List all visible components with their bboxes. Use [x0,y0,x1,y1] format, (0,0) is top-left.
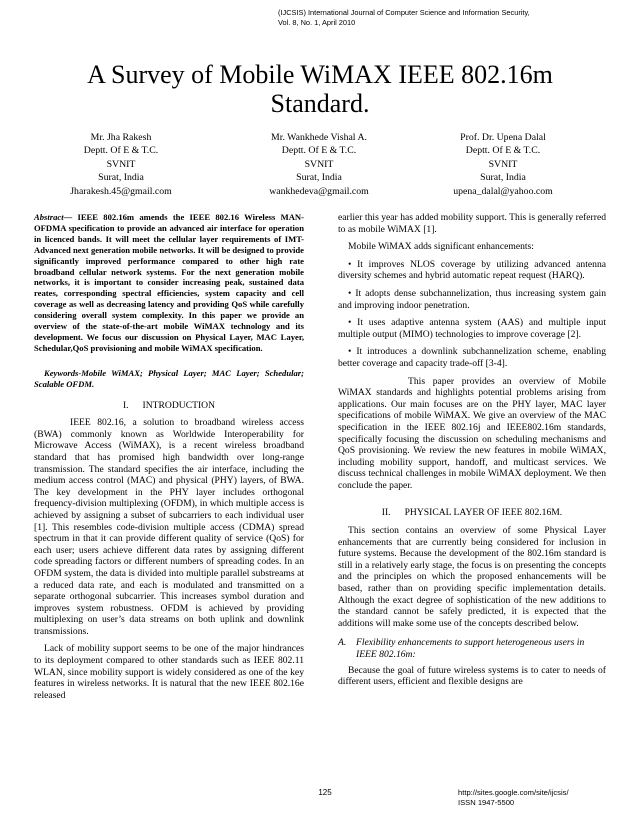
intro-paragraph-4: This paper provides an overview of Mobile WiMAX standards and highlights potential problems arising from applications. Our main focuses are on the PHY layer, MAC layer specifications of mobile WiMAX. We give an overview of the MAC specification in the IEEE 802.16j and IEEE802.16m standards, specifically focusing the discussion on scheduling mechanisms and QoS provisioning. We review the new features in mobile WiMAX, including mobility support, handoff, and multicast services. We discuss technical challenges in mobile WiMAX deployment. We then conclude the paper. [338,375,606,491]
section-number: II. [381,507,391,519]
section-title: INTRODUCTION [142,399,216,411]
author-email: upena_dalal@yahoo.com [453,185,553,197]
section-heading-introduction [34,400,304,412]
section-number: I. [122,399,129,411]
author-block-2 [224,131,414,198]
author-dept: Deptt. Of E & T.C. [83,145,159,157]
keywords: Keywords-Mobile WiMAX; Physical Layer; MAC Layer; Schedular; Scalable OFDM. [34,367,304,389]
paper-title-line2: Standard. [270,89,370,118]
author-city: Surat, India [98,172,144,184]
running-header [278,8,618,28]
list-item: • It adopts dense subchannelization, thus increasing system gain and improving indoor penetration. [338,287,606,311]
author-block-3 [408,131,598,198]
subsection-heading [338,637,606,660]
author-dept: Deptt. Of E & T.C. [281,145,357,157]
page-number: 125 [318,788,332,797]
left-column [34,212,304,707]
footer-issn: ISSN 1947-5500 [458,798,515,807]
list-item: • It introduces a downlink subchannelization scheme, enabling better coverage and capacity trade-off [3-4]. [338,346,606,369]
author-institute: SVNIT [106,158,136,170]
intro-paragraph-2-continued: earlier this year has added mobility support. This is generally referred to as mobile WiMAX [1]. [338,212,606,235]
author-city: Surat, India [296,172,342,184]
list-item: • It improves NLOS coverage by utilizing advanced antenna diversity schemes and hybrid automatic repeat request (HARQ). [338,258,606,282]
author-dept: Deptt. Of E & T.C. [465,145,541,157]
journal-volume: Vol. 8, No. 1, April 2010 [278,18,356,27]
footer-info [458,788,628,808]
author-name: Prof. Dr. Upena Dalal [460,132,546,143]
intro-paragraph-1: IEEE 802.16, a solution to broadband wireless access (BWA) commonly known as Worldwide Interoperability for Microwave Access (WiMAX), is a recent wireless broadband standard that has promised high bandwidth over long-range transmission. The standard specifies the air interface, including the medium access control (MAC) and physical (PHY) layers, of BWA. The key development in the PHY layer includes orthogonal frequency-division multiplexing (OFDM), in which multiple access is achieved by assigning a subset of subcarriers to each individual user [1]. This resembles code-division multiple access (CDMA) spread spectrum in that it can provide different quality of service (QoS) for each user; users achieve different data rates by assigning different code spreading factors or different numbers of spreading codes. In an OFDM system, the data is divided into multiple parallel substreams at a reduced data rate, and each is modulated and transmitted on a separate orthogonal subcarrier. This increases symbol duration and improves system robustness. OFDM is achieved by providing multiplexing on user’s data streams on both uplink and downlink transmissions. [34,417,304,637]
subsection-title: Flexibility enhancements to support heterogeneous users in IEEE 802.16m: [356,637,585,660]
abstract [34,212,304,354]
abstract-lead: Abstract— [34,212,73,222]
author-institute: SVNIT [304,158,334,170]
intro-paragraph-3: Mobile WiMAX adds significant enhancements: [348,241,534,253]
author-city: Surat, India [480,172,526,184]
paper-title-line1: A Survey of Mobile WiMAX IEEE 802.16m [87,60,553,89]
phy-paragraph-1: This section contains an overview of some Physical Layer enhancements that are currently being considered for inclusion in future systems. Because the development of the 802.16m standard is still in a relatively early stage, the focus is on presenting the concepts and the principles on which the proposed enhancements will be based, rather than on providing specific implementation details. Although the exact degree of sophistication of the new additions to the standard cannot be safely predicted, it is expected that the additions will make some use of the concepts described below. [338,525,606,629]
list-item: • It uses adaptive antenna system (AAS) and multiple input multiple output (MIMO) technologies to improve coverage [2]. [338,317,606,340]
section-title: PHYSICAL LAYER OF IEEE 802.16M. [404,507,563,519]
phy-paragraph-2: Because the goal of future wireless systems is to cater to needs of different users, efficient and flexible designs are [338,664,606,688]
author-name: Mr. Wankhede Vishal A. [271,132,367,143]
author-block-1 [26,131,216,198]
author-email: wankhedeva@gmail.com [269,185,369,197]
paper-title [40,60,600,118]
journal-name: (IJCSIS) International Journal of Computer Science and Information Security, [278,8,530,17]
section-heading-physical-layer [338,507,606,519]
abstract-text: IEEE 802.16m amends the IEEE 802.16 Wireless MAN-OFDMA specification to provide an advanced air interface for operation in licenced bands. It will meet the cellular layer requirements of IMT-Advanced next generation mobile networks. It will be designed to provide significantly improved performance compared to other high rate broadband cellular network systems. For the next generation mobile networks, it is important to consider increasing peak, sustained data reates, corresponding spectral efficiencies, system capacity and cell coverage as well as decreasing latency and providing QoS while carefully considering overall system complexity. In this paper we provide an overview of the state-of-the-art mobile WiMAX technology and its development. We focus our discussion on Physical Layer, MAC Layer, Schedular,QoS provisioning and mobile WiMAX specification. [34,212,304,353]
author-name: Mr. Jha Rakesh [90,132,152,143]
intro-paragraph-2: Lack of mobility support seems to be one of the major hindrances to its deployment compared to other standards such as IEEE 802.11 WLAN, since mobility support is widely considered as one of the key features in wireless networks. It is natural that the new IEEE 802.16e released [34,643,304,701]
subsection-number: A. [338,637,347,649]
right-column [338,212,606,694]
footer-url[interactable]: http://sites.google.com/site/ijcsis/ [458,788,569,797]
author-institute: SVNIT [488,158,518,170]
author-email: Jharakesh.45@gmail.com [70,185,172,197]
